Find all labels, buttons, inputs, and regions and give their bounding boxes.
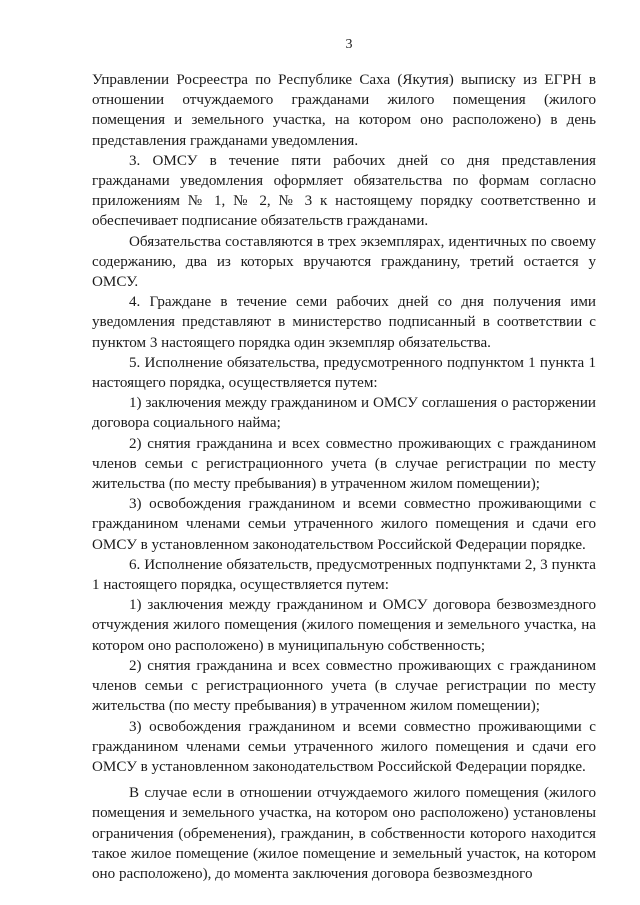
paragraph-item-5-sub-3: 3) освобождения гражданином и всеми совместно проживающими с гражданином членами семьи утраченного жилого помещения и сдачи его ОМСУ в установленном законодательством Российской Федерации порядке. <box>92 496 596 553</box>
paragraph-item-3: 3. ОМСУ в течение пяти рабочих дней со дня представления гражданами уведомления оформляет обязательства по формам согласно приложениям № 1, № 2, № 3 к настоящему порядку соответственно и обеспечивает подписание обязательств гражданами. <box>92 152 596 230</box>
paragraph-obligations-copies: Обязательства составляются в трех экземплярах, идентичных по своему содержанию, два из которых вручаются гражданину, третий остается у ОМСУ. <box>92 233 596 291</box>
paragraph-item-6-sub-3: 3) освобождения гражданином и всеми совместно проживающими с гражданином членами семьи утраченного жилого помещения и сдачи его ОМСУ в установленном законодательством Российской Федерации порядке. <box>92 718 596 775</box>
paragraph-item-4: 4. Граждане в течение семи рабочих дней со дня получения ими уведомления представляют в министерство подписанный в соответствии с пунктом 3 настоящего порядка один экземпляр обязательства. <box>92 294 596 351</box>
paragraph-item-5-sub-1: 1) заключения между гражданином и ОМСУ соглашения о расторжении договора социального найма; <box>92 395 596 432</box>
paragraph-item-6-sub-1: 1) заключения между гражданином и ОМСУ договора безвозмездного отчуждения жилого помещения (жилого помещения и земельного участка, на котором оно расположено) в муниципальную собственность; <box>92 597 596 654</box>
document-body <box>92 70 596 884</box>
paragraph-item-5-sub-2: 2) снятия гражданина и всех совместно проживающих с гражданином членов семьи с регистрационного учета (в случае регистрации по месту жительства (по месту пребывания) в утраченном жилом помещении); <box>92 435 596 493</box>
paragraph-item-6: 6. Исполнение обязательств, предусмотренных подпунктами 2, 3 пункта 1 настоящего порядка, осуществляется путем: <box>92 556 596 594</box>
paragraph-item-6-sub-2: 2) снятия гражданина и всех совместно проживающих с гражданином членов семьи с регистрационного учета (в случае регистрации по месту жительства (по месту пребывания) в утраченном жилом помещении); <box>92 657 596 715</box>
paragraph-item-5: 5. Исполнение обязательства, предусмотренного подпунктом 1 пункта 1 настоящего порядка, осуществляется путем: <box>92 354 596 392</box>
paragraph-encumbrance: В случае если в отношении отчуждаемого жилого помещения (жилого помещения и земельного участка, на котором оно расположено) установлены ограничения (обременения), гражданин, в собственности которого находится такое жилое помещение (жилое помещение и земельный участок, на котором оно расположено), до момента заключения договора безвозмездного <box>92 785 596 882</box>
page-number: 3 <box>345 37 353 52</box>
paragraph-continuation: Управлении Росреестра по Республике Саха (Якутия) выписку из ЕГРН в отношении отчуждаемого гражданами жилого помещения (жилого помещения и земельного участка, на котором оно расположено) в день представления гражданами уведомления. <box>92 72 596 149</box>
